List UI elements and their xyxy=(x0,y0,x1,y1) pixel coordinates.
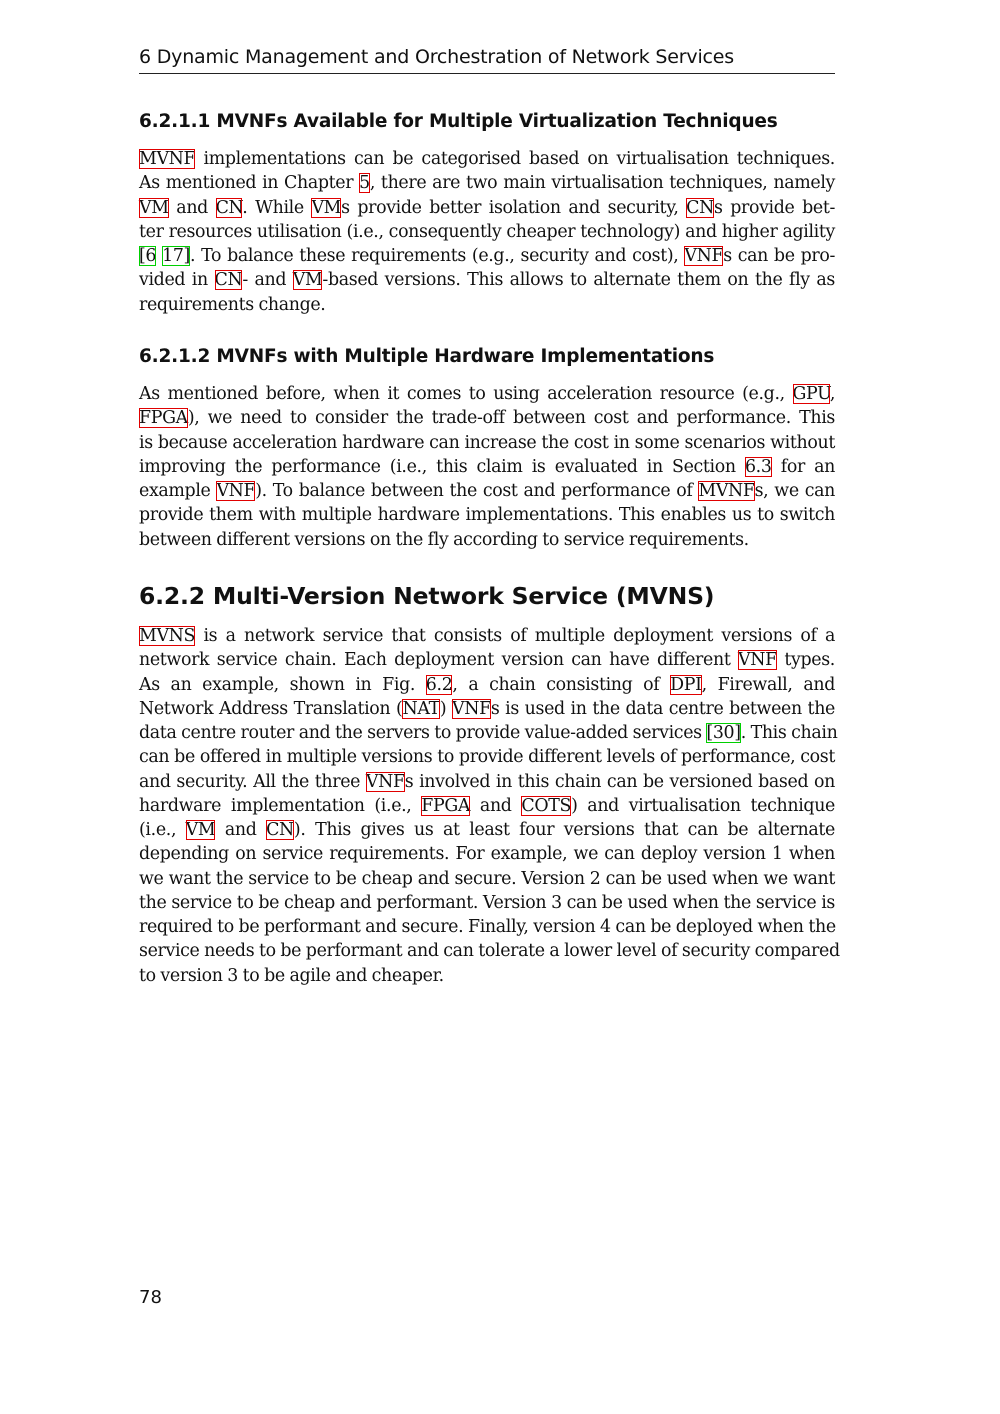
text-line xyxy=(139,770,835,794)
text-line xyxy=(139,867,835,891)
acronym-link-vm[interactable]: VM xyxy=(139,197,169,218)
text-line xyxy=(139,196,835,220)
acronym-link-vm[interactable]: VM xyxy=(311,197,342,218)
text-line xyxy=(139,479,835,503)
text-run: . To balance these requirements (e.g., security and cost), xyxy=(189,246,685,266)
text-run: . While xyxy=(242,197,312,218)
text-run: s provide better isolation and security, xyxy=(341,197,687,218)
acronym-link-vnf[interactable]: VNF xyxy=(365,771,405,792)
text-run: ). This gives us at least four versions that can be alternate xyxy=(293,820,835,840)
text-line xyxy=(139,721,838,745)
text-line xyxy=(139,171,835,195)
acronym-link-vnf[interactable]: VNF xyxy=(684,246,724,266)
text-run: the service to be cheap and performant. Version 3 can be used when the service is xyxy=(139,892,835,913)
text-run: is because acceleration hardware can increase the cost in some scenarios without xyxy=(139,432,835,453)
section-heading-6-2-1-1: 6.2.1.1 MVNFs Available for Multiple Virtualization Techniques xyxy=(139,111,778,132)
text-run: implementations can be categorised based on virtualisation techniques. xyxy=(195,149,835,169)
text-run: can be offered in multiple versions to provide different levels of performance, cost xyxy=(139,747,835,768)
text-line xyxy=(139,842,835,866)
text-run: s, we can xyxy=(754,481,835,501)
text-run: service needs to be performant and can tolerate a lower level of security compared xyxy=(139,941,840,962)
text-run: and security. All the three xyxy=(139,771,366,792)
text-line xyxy=(139,503,835,527)
section-heading-6-2-1-2: 6.2.1.2 MVNFs with Multiple Hardware Implementations xyxy=(139,346,715,367)
text-run: ter resources utilisation (i.e., consequently cheaper technology) and higher agility xyxy=(139,221,835,242)
text-line xyxy=(139,939,840,963)
acronym-link-cots[interactable]: COTS xyxy=(521,795,572,816)
text-run: ) and virtualisation technique xyxy=(571,795,835,816)
citation-link-6[interactable]: [6 xyxy=(139,246,157,266)
paragraph-mvns xyxy=(139,624,840,988)
text-run: ). To balance between the cost and performance of xyxy=(255,481,699,501)
chapter-link-5[interactable]: 5 xyxy=(359,173,370,194)
text-run: vided in xyxy=(139,270,215,291)
text-run: As an example, shown in Fig. xyxy=(139,674,426,695)
acronym-link-mvnf[interactable]: MVNF xyxy=(139,149,196,169)
text-line xyxy=(139,794,835,818)
text-run: (i.e., xyxy=(139,820,186,840)
text-run: we want the service to be cheap and secure. Version 2 can be used when we want xyxy=(139,868,835,889)
citation-link-17[interactable]: 17] xyxy=(162,246,190,266)
acronym-link-fpga[interactable]: FPGA xyxy=(139,408,188,429)
text-line xyxy=(139,293,835,317)
text-line xyxy=(139,455,835,479)
text-run: provide them with multiple hardware implementations. This enables us to switch xyxy=(139,505,835,526)
text-line xyxy=(139,431,835,455)
text-run: , Firewall, and xyxy=(701,674,835,695)
acronym-link-vm[interactable]: VM xyxy=(292,270,323,291)
text-run: - and xyxy=(242,270,293,291)
text-run: for an xyxy=(771,456,835,477)
text-line xyxy=(139,891,835,915)
acronym-link-mvnf[interactable]: MVNF xyxy=(698,481,755,501)
acronym-link-dpi[interactable]: DPI xyxy=(670,674,702,695)
text-line xyxy=(139,624,835,648)
text-line xyxy=(139,648,835,672)
acronym-link-nat[interactable]: NAT xyxy=(402,698,440,719)
text-run: Network Address Translation ( xyxy=(139,698,403,719)
text-line xyxy=(139,964,835,988)
text-run: -based versions. This allows to alternate them on the fly as xyxy=(322,270,835,291)
text-run: and xyxy=(215,820,267,840)
text-run: s provide bet- xyxy=(714,197,835,218)
text-run: , there are two main virtualisation techniques, namely xyxy=(369,173,836,194)
text-run: is a network service that consists of multiple deployment versions of a xyxy=(195,626,835,646)
text-line xyxy=(139,745,835,769)
text-run: s involved in this chain can be versioned based on xyxy=(404,771,835,792)
text-line xyxy=(139,268,835,292)
text-run: , a chain consisting of xyxy=(452,674,671,695)
text-line xyxy=(139,382,835,406)
text-run: and xyxy=(470,795,522,816)
text-run: As mentioned in Chapter xyxy=(139,173,360,194)
text-run: improving the performance (i.e., this claim is evaluated in Section xyxy=(139,456,745,477)
text-line xyxy=(139,406,835,430)
text-run: and xyxy=(168,197,216,218)
acronym-link-cn[interactable]: CN xyxy=(215,197,243,218)
text-line xyxy=(139,220,835,244)
citation-link-30[interactable]: [30] xyxy=(706,723,741,743)
text-run: s is used in the data centre between the xyxy=(490,698,835,719)
text-run: network service chain. Each deployment version can have different xyxy=(139,650,739,671)
text-run: hardware implementation (i.e., xyxy=(139,795,422,816)
acronym-link-cn[interactable]: CN xyxy=(266,820,294,840)
acronym-link-fpga[interactable]: FPGA xyxy=(421,795,471,816)
text-line xyxy=(139,673,835,697)
text-run: depending on service requirements. For example, we can deploy version 1 when xyxy=(139,844,835,865)
text-run: s can be pro- xyxy=(723,246,835,266)
text-run: requirements change. xyxy=(139,294,326,315)
text-line xyxy=(139,915,835,939)
acronym-link-vm[interactable]: VM xyxy=(185,820,216,840)
running-head: 6 Dynamic Management and Orchestration of Network Services xyxy=(139,44,835,74)
text-run: data centre router and the servers to provide value-added services xyxy=(139,723,707,743)
section-link-6-3[interactable]: 6.3 xyxy=(744,456,772,477)
acronym-link-gpu[interactable]: GPU xyxy=(792,384,830,404)
figure-link-6-2[interactable]: 6.2 xyxy=(425,674,453,695)
paragraph-mvnf-virtualization xyxy=(139,147,835,317)
text-run: ), we need to consider the trade-off between cost and performance. This xyxy=(187,408,835,429)
text-run: , xyxy=(829,384,835,404)
acronym-link-cn[interactable]: CN xyxy=(686,197,714,218)
acronym-link-vnf[interactable]: VNF xyxy=(452,698,491,719)
text-line xyxy=(139,818,835,842)
acronym-link-cn[interactable]: CN xyxy=(214,270,243,291)
text-line xyxy=(139,244,835,268)
text-line xyxy=(139,697,835,721)
text-run: . This chain xyxy=(740,723,838,743)
acronym-link-vnf[interactable]: VNF xyxy=(216,481,256,501)
paragraph-mvnf-hardware xyxy=(139,382,835,552)
acronym-link-vnf[interactable]: VNF xyxy=(738,650,777,671)
text-run: between different versions on the fly according to service requirements. xyxy=(139,529,749,550)
text-run: required to be performant and secure. Finally, version 4 can be deployed when the xyxy=(139,917,836,937)
section-heading-6-2-2: 6.2.2 Multi-Version Network Service (MVNS) xyxy=(139,582,715,610)
text-run: As mentioned before, when it comes to using acceleration resource (e.g., xyxy=(139,384,793,404)
text-line xyxy=(139,147,835,171)
page-number: 78 xyxy=(139,1287,162,1308)
text-run: types. xyxy=(776,650,835,671)
acronym-link-mvns[interactable]: MVNS xyxy=(139,626,196,646)
text-line xyxy=(139,528,835,552)
text-run: to version 3 to be agile and cheaper. xyxy=(139,965,444,986)
text-run: example xyxy=(139,481,217,501)
text-run: ) xyxy=(439,698,453,719)
